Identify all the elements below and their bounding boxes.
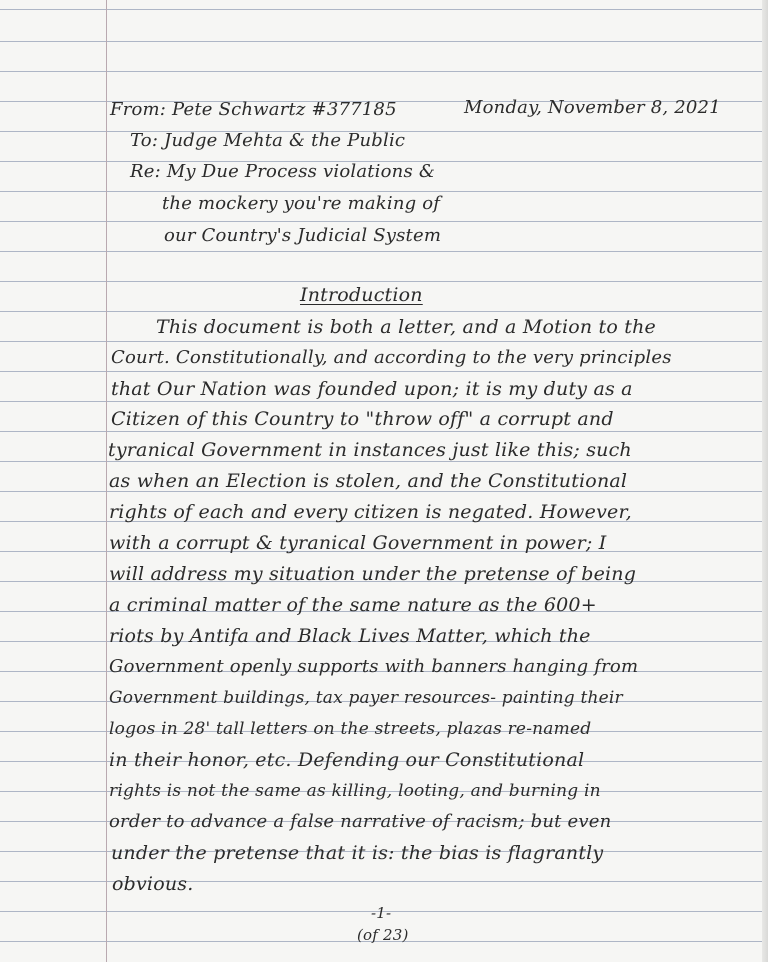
re-line-2: the mockery you're making of <box>162 193 441 214</box>
document-title: Introduction <box>300 284 423 306</box>
to-line: To: Judge Mehta & the Public <box>130 130 406 151</box>
body-line-2: Court. Constitutionally, and according to the very principles <box>111 347 672 368</box>
page-edge <box>762 0 768 962</box>
body-line-4: Citizen of this Country to "throw off" a corrupt and <box>111 408 614 430</box>
body-line-9: will address my situation under the pretense of being <box>109 563 637 585</box>
body-line-17: order to advance a false narrative of racism; but even <box>109 811 612 832</box>
body-line-10: a criminal matter of the same nature as the 600+ <box>109 594 597 616</box>
body-line-8: with a corrupt & tyranical Government in power; I <box>109 532 607 554</box>
body-line-16: rights is not the same as killing, looting, and burning in <box>109 781 601 801</box>
margin-line <box>106 0 107 962</box>
body-line-6: as when an Election is stolen, and the Constitutional <box>109 470 628 492</box>
body-line-7: rights of each and every citizen is negated. However, <box>109 501 632 523</box>
body-line-1: This document is both a letter, and a Motion to the <box>156 316 656 338</box>
body-line-19: obvious. <box>112 873 194 895</box>
body-line-15: in their honor, etc. Defending our Constitutional <box>109 749 585 771</box>
from-line: From: Pete Schwartz #377185 <box>110 99 397 120</box>
re-line-1: Re: My Due Process violations & <box>130 161 436 182</box>
body-line-12: Government openly supports with banners hanging from <box>109 656 639 677</box>
body-line-14: logos in 28' tall letters on the streets, plazas re-named <box>109 719 592 739</box>
body-line-3: that Our Nation was founded upon; it is my duty as a <box>111 378 633 400</box>
body-line-11: riots by Antifa and Black Lives Matter, which the <box>109 625 591 647</box>
body-line-5: tyranical Government in instances just like this; such <box>108 439 632 461</box>
page-number: -1- <box>371 904 392 922</box>
body-line-13: Government buildings, tax payer resources- painting their <box>109 688 623 708</box>
re-line-3: our Country's Judicial System <box>164 225 442 246</box>
page-total: (of 23) <box>357 926 409 944</box>
date-line: Monday, November 8, 2021 <box>464 97 721 118</box>
body-line-18: under the pretense that it is: the bias is flagrantly <box>111 842 604 864</box>
